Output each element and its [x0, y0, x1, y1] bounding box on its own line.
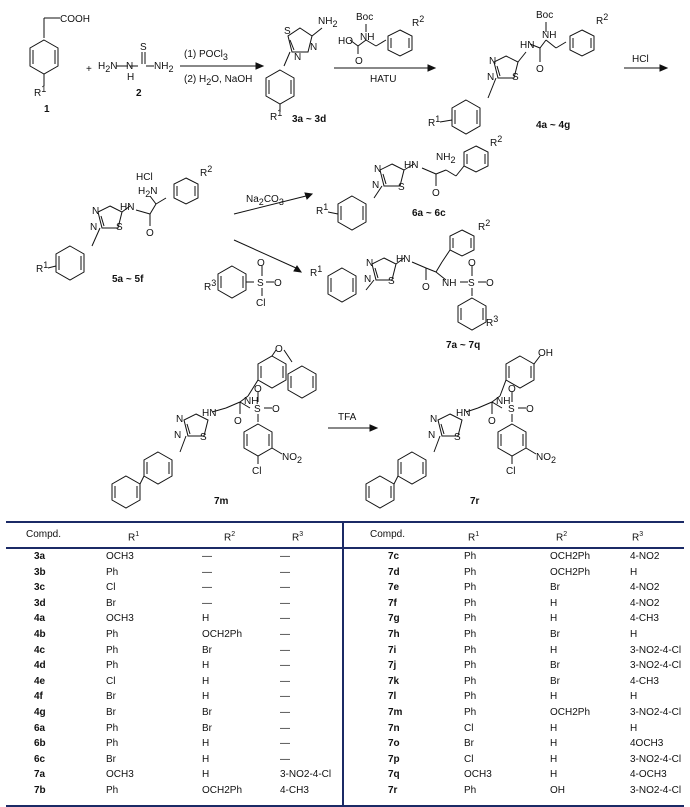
table-header-right [344, 523, 684, 549]
nh2-label: NH2 [154, 61, 174, 74]
hcl-reagent-label: HCl [632, 54, 649, 65]
r2-cell: Br [202, 706, 212, 718]
r3-cell: 3-NO2-4-Cl [630, 753, 682, 765]
r1-cell: OCH3 [106, 551, 134, 562]
compound-id-cell: 6c [34, 753, 46, 765]
table-row [6, 736, 342, 752]
n-7a-label: N [366, 258, 374, 269]
table-header-left [6, 523, 342, 549]
r2-cell: OCH2Ph [202, 628, 243, 640]
r1-cell: Cl [106, 675, 116, 687]
substituent-table [6, 521, 684, 807]
o-4-label: O [536, 64, 544, 75]
table-row [6, 783, 342, 799]
r1-cell: Ph [464, 784, 477, 796]
r3-cell: 4-CH3 [630, 675, 659, 687]
r2-cell: H [550, 722, 558, 734]
compound-id-cell: 7m [388, 706, 403, 718]
r2-label: R2 [412, 14, 425, 29]
header-compd: Compd. [26, 529, 62, 540]
table-row [6, 627, 342, 643]
r1-cell: Ph [464, 582, 477, 594]
table-row [6, 580, 342, 596]
header-r1: $R^1$ [128, 531, 140, 544]
r3-cell: — [280, 722, 290, 734]
r3-cell: — [280, 738, 290, 750]
o-7m-s-top: O [254, 384, 262, 395]
hcl-5-label: HCl [136, 172, 153, 183]
compound-7m-structure [112, 350, 316, 508]
r1-5-label: R1 [36, 260, 49, 275]
r1-cell: Cl [106, 582, 116, 594]
table-row [344, 721, 684, 737]
compound-id-cell: 4b [34, 628, 46, 640]
r3-cell: — [280, 691, 290, 703]
r3-cell: H [630, 722, 638, 734]
compound-2-label: 2 [136, 88, 142, 99]
table-row [6, 643, 342, 659]
step1-reagent-b: (2) H2O, NaOH [184, 74, 253, 87]
sulfonyl-chloride-structure [218, 266, 274, 298]
hatu-label: HATU [370, 74, 397, 85]
table-row [344, 689, 684, 705]
r2-cell: H [550, 691, 558, 703]
r2-cell: H [202, 675, 210, 687]
r2-cell: OCH2Ph [202, 784, 243, 796]
r1-7-label: R1 [310, 264, 323, 279]
compound-id-cell: 3c [34, 582, 46, 594]
table-row [6, 767, 342, 783]
hn-4-label: HN [520, 40, 535, 51]
compound-1-structure [30, 18, 60, 86]
n-3a-label: N [310, 42, 318, 53]
r1-cell: Br [106, 706, 116, 718]
table-right-half [344, 523, 684, 805]
r2-cell: — [202, 551, 212, 562]
h2n-5-label: H2N [138, 186, 158, 199]
r2-cell: H [550, 753, 558, 765]
r2-cell: H [202, 738, 210, 750]
table-row [344, 565, 684, 581]
r2-cell: — [202, 597, 212, 609]
r2-5-label: R2 [200, 164, 213, 179]
r1-cell: Ph [464, 675, 477, 687]
compound-4-label: 4a ~ 4g [536, 120, 571, 131]
r3-cell: 4-CH3 [630, 613, 659, 625]
compound-id-cell: 7b [34, 784, 46, 796]
r1-cell: Ph [106, 722, 119, 734]
r3-cell: — [280, 644, 290, 656]
o-7m-ether: O [275, 344, 283, 355]
r3-cell: 4-NO2 [630, 582, 660, 594]
compound-3-label: 3a ~ 3d [292, 114, 327, 125]
hn-7-label: HN [396, 254, 411, 265]
cl-7r-label: Cl [506, 466, 516, 477]
table-left-body [6, 549, 342, 799]
o-reagent-top: O [257, 258, 265, 269]
r2-cell: H [202, 613, 210, 625]
r1-cell: Br [106, 753, 116, 765]
o-label: O [355, 56, 363, 67]
compound-id-cell: 4d [34, 660, 46, 672]
header-r3: $R^3$ [632, 531, 644, 544]
table-row [6, 689, 342, 705]
hn-6-label: HN [404, 160, 419, 171]
compound-id-cell: 7e [388, 582, 400, 594]
nh2-6-label: NH2 [436, 152, 456, 165]
r3-cell: — [280, 660, 290, 672]
r1-cell: Cl [464, 722, 474, 734]
r3-cell: H [630, 628, 638, 640]
compound-id-cell: 7o [388, 738, 400, 750]
r1-cell: Br [106, 691, 116, 703]
compound-id-cell: 3b [34, 566, 46, 578]
r1-cell: Ph [464, 660, 477, 672]
r2-cell: H [550, 769, 558, 781]
r2-cell: OH [550, 784, 565, 796]
compound-id-cell: 3a [34, 551, 46, 562]
compound-id-cell: 4c [34, 644, 46, 656]
table-row [6, 596, 342, 612]
r2-cell: Br [550, 675, 560, 687]
compound-7r-structure [366, 356, 540, 508]
compound-id-cell: 7h [388, 628, 400, 640]
r3-cell: 4-CH3 [280, 784, 309, 796]
r2-6-label: R2 [490, 134, 503, 149]
s-4-label: S [512, 72, 519, 83]
table-left-half [6, 523, 344, 805]
compound-7m-label: 7m [214, 496, 229, 507]
r3-cell: 4OCH3 [630, 738, 664, 750]
na2co3-label: Na2CO3 [246, 194, 284, 207]
compound-id-cell: 7p [388, 753, 400, 765]
cl-reagent-label: Cl [256, 298, 266, 309]
tfa-label: TFA [338, 412, 357, 423]
r2-cell: Br [550, 582, 560, 594]
compound-id-cell: 4a [34, 613, 46, 625]
nh-7r-label: NH [496, 396, 511, 407]
r3-cell: H [630, 566, 638, 578]
r2-cell: H [550, 613, 558, 625]
compound-id-cell: 7n [388, 722, 400, 734]
r2-4-label: R2 [596, 12, 609, 27]
compound-7r-label: 7r [470, 496, 480, 507]
table-row [344, 767, 684, 783]
table-row [344, 643, 684, 659]
r2-cell: H [550, 644, 558, 656]
r2-cell: H [550, 738, 558, 750]
table-row [6, 721, 342, 737]
r1-cell: Br [464, 738, 474, 750]
compound-id-cell: 7k [388, 675, 400, 687]
compound-id-cell: 7f [388, 597, 397, 609]
nh-4-label: NH [542, 30, 557, 41]
compound-id-cell: 7c [388, 551, 400, 562]
compound-1-label: 1 [44, 104, 50, 115]
r1-cell: Ph [106, 784, 119, 796]
r1-cell: Ph [464, 613, 477, 625]
r1-cell: Ph [106, 566, 119, 578]
r3-cell: — [280, 582, 290, 594]
r3-cell: — [280, 566, 290, 578]
s-7r-sulfonyl: S [508, 404, 515, 415]
r3-cell: 4-OCH3 [630, 769, 667, 781]
table-row [344, 705, 684, 721]
n-6b-label: N [372, 180, 380, 191]
oh-7r-label: OH [538, 348, 553, 359]
r3-cell: 4-NO2 [630, 551, 660, 562]
r3-cell: — [280, 706, 290, 718]
r1-cell: Ph [464, 706, 477, 718]
r1-cell: Cl [464, 753, 474, 765]
r2-cell: Br [202, 644, 212, 656]
r2-cell: OCH2Ph [550, 566, 591, 578]
r1-4-label: R1 [428, 114, 441, 129]
table-row [344, 674, 684, 690]
s-7ring-label: S [388, 276, 395, 287]
compound-5-structure [48, 178, 198, 280]
r1-cell: Ph [106, 738, 119, 750]
header-r3: $R^3$ [292, 531, 304, 544]
s-7r-ring: S [454, 432, 461, 443]
compound-3-structure [266, 28, 322, 112]
table-row [6, 549, 342, 565]
compound-id-cell: 4e [34, 675, 46, 687]
r2-cell: H [550, 597, 558, 609]
table-right-body [344, 549, 684, 799]
header-compd: Compd. [370, 529, 406, 540]
plus-sign: + [86, 64, 92, 75]
boc-4-label: Boc [536, 10, 554, 21]
o-7-right: O [486, 278, 494, 289]
table-row [6, 674, 342, 690]
reaction-arrow-sulfonyl [234, 240, 301, 272]
compound-7-label: 7a ~ 7q [446, 340, 481, 351]
r2-cell: Br [550, 660, 560, 672]
r3-7-label: R3 [486, 314, 499, 329]
r2-cell: H [202, 753, 210, 765]
table-row [6, 611, 342, 627]
n-5b-label: N [90, 222, 98, 233]
compound-id-cell: 6b [34, 738, 46, 750]
compound-id-cell: 7g [388, 613, 400, 625]
hn-5-label: HN [120, 202, 135, 213]
s-7m-ring: S [200, 432, 207, 443]
compound-id-cell: 6a [34, 722, 46, 734]
h-label: H [127, 72, 135, 83]
o-7r-s-right: O [526, 404, 534, 415]
compound-id-cell: 7l [388, 691, 397, 703]
r1-6-label: R1 [316, 202, 329, 217]
r1-cell: Ph [106, 660, 119, 672]
r3-cell: — [280, 675, 290, 687]
r1-cell: Br [106, 597, 116, 609]
table-row [344, 658, 684, 674]
table-row [344, 580, 684, 596]
r3-cell: — [280, 628, 290, 640]
r1-cell: Ph [464, 644, 477, 656]
r1-cell: Ph [464, 691, 477, 703]
s-3-label: S [284, 26, 291, 37]
compound-6-structure [328, 146, 488, 230]
n-7m-b: N [174, 430, 182, 441]
n-5a-label: N [92, 206, 100, 217]
nh-boc-label: NH [360, 32, 375, 43]
hn-7m-label: HN [202, 408, 217, 419]
r1-cell: Ph [464, 566, 477, 578]
table-row [6, 705, 342, 721]
step1-reagent-a: (1) POCl3 [184, 49, 228, 62]
reaction-arrow-tfa [328, 425, 377, 431]
o-7m-s-right: O [272, 404, 280, 415]
reaction-arrow-2 [334, 65, 435, 71]
o-5-label: O [146, 228, 154, 239]
r1-cell: Ph [464, 551, 477, 562]
table-row [344, 736, 684, 752]
compound-7-structure [328, 230, 486, 330]
r2-7-label: R2 [478, 218, 491, 233]
r1-cell: OCH3 [106, 613, 134, 625]
o-7r-s-top: O [508, 384, 516, 395]
boc-label: Boc [356, 12, 374, 23]
compound-id-cell: 7a [34, 769, 46, 781]
compound-id-cell: 7q [388, 769, 400, 781]
table-row [6, 565, 342, 581]
cooh-label: COOH [60, 14, 90, 25]
o-7r-amide: O [488, 416, 496, 427]
r1-cell: Ph [106, 628, 119, 640]
o-7m-amide: O [234, 416, 242, 427]
r3-cell: H [630, 691, 638, 703]
nh-7m-label: NH [244, 396, 259, 407]
r3-cell: 3-NO2-4-Cl [630, 706, 682, 718]
table-row [344, 611, 684, 627]
table-row [344, 783, 684, 799]
r3-cell: — [280, 597, 290, 609]
compound-id-cell: 4g [34, 706, 46, 718]
table-row [344, 752, 684, 768]
s-label: S [140, 42, 147, 53]
n-3b-label: N [294, 52, 302, 63]
header-r1: $R^1$ [468, 531, 480, 544]
o-7-label: O [422, 282, 430, 293]
r2-cell: H [202, 769, 210, 781]
r2-cell: Br [202, 722, 212, 734]
r1-cell: OCH3 [106, 769, 134, 781]
n-7r-b: N [428, 430, 436, 441]
reaction-arrow-1 [180, 63, 263, 69]
compound-id-cell: 7j [388, 660, 397, 672]
r3-cell: — [280, 551, 290, 562]
r1-cell: OCH3 [464, 769, 492, 781]
r3-reagent-label: R3 [204, 278, 217, 293]
n-7m-a: N [176, 414, 184, 425]
r2-cell: — [202, 566, 212, 578]
r2-cell: Br [550, 628, 560, 640]
r1-label: R1 [34, 84, 47, 99]
n-4b-label: N [487, 72, 495, 83]
no2-7m-label: NO2 [282, 452, 303, 465]
r3-cell: 4-NO2 [630, 597, 660, 609]
r2-cell: OCH2Ph [550, 551, 591, 562]
r3-cell: 3-NO2-4-Cl [280, 769, 332, 781]
r3-cell: — [280, 613, 290, 625]
compound-5-label: 5a ~ 5f [112, 274, 144, 285]
no2-7r-label: NO2 [536, 452, 557, 465]
r1-3-label: R1 [270, 108, 283, 123]
r3-cell: 3-NO2-4-Cl [630, 784, 682, 796]
compound-2-structure [116, 52, 154, 66]
n-4a-label: N [489, 56, 497, 67]
s-7m-sulfonyl: S [254, 404, 261, 415]
r2-cell: H [202, 691, 210, 703]
compound-6-label: 6a ~ 6c [412, 208, 446, 219]
reaction-arrow-3 [624, 65, 667, 71]
o-6-label: O [432, 188, 440, 199]
r2-cell: H [202, 660, 210, 672]
table-row [344, 596, 684, 612]
r3-cell: 3-NO2-4-Cl [630, 660, 682, 672]
nh-label: N [126, 61, 134, 72]
header-r2: $R^2$ [556, 531, 568, 544]
table-row [344, 549, 684, 565]
o-reagent-right: O [274, 278, 282, 289]
n-7b-label: N [364, 274, 372, 285]
r2-cell: OCH2Ph [550, 706, 591, 718]
table-row [6, 658, 342, 674]
r3-cell: — [280, 753, 290, 765]
cl-7m-label: Cl [252, 466, 262, 477]
table-row [6, 752, 342, 768]
hn-7r-label: HN [456, 408, 471, 419]
s-6-label: S [398, 182, 405, 193]
compound-id-cell: 3d [34, 597, 46, 609]
h2n-label: H2N [98, 61, 118, 74]
header-r2: $R^2$ [224, 531, 236, 544]
compound-id-cell: 4f [34, 691, 43, 703]
r3-cell: 3-NO2-4-Cl [630, 644, 682, 656]
s-5-label: S [116, 222, 123, 233]
table-row [344, 627, 684, 643]
r2-cell: — [202, 582, 212, 594]
s-reagent-label: S [257, 278, 264, 289]
n-6a-label: N [374, 164, 382, 175]
compound-id-cell: 7d [388, 566, 400, 578]
ho-label: HO [338, 36, 353, 47]
n-7r-a: N [430, 414, 438, 425]
nh-7-label: NH [442, 278, 457, 289]
o-7-top: O [468, 258, 476, 269]
nh2-3-label: NH2 [318, 16, 338, 29]
s-7-label: S [468, 278, 475, 289]
r1-cell: Ph [464, 628, 477, 640]
r1-cell: Ph [464, 597, 477, 609]
compound-id-cell: 7i [388, 644, 397, 656]
compound-id-cell: 7r [388, 784, 398, 796]
r1-cell: Ph [106, 644, 119, 656]
